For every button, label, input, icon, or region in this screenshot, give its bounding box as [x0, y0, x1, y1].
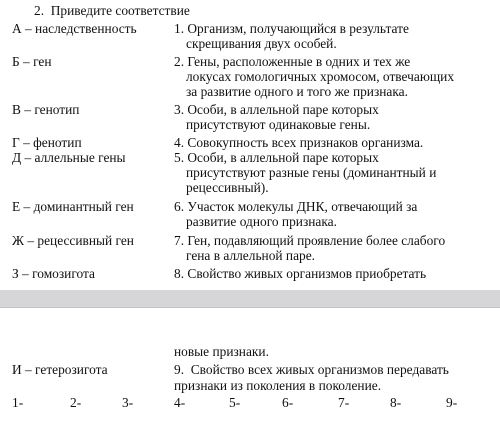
answer-slot-5: 5- [229, 395, 241, 410]
definition-3-line-1: 3. Особи, в аллельной паре которых [174, 102, 379, 117]
answer-slot-8: 8- [390, 395, 402, 410]
definition-9-line-2: признаки из поколения в поколение. [174, 378, 382, 393]
answer-slot-6: 6- [282, 395, 294, 410]
definition-1-line-1: 1. Организм, получающийся в результате [174, 21, 409, 36]
definition-5-line-1: 5. Особи, в аллельной паре которых [174, 150, 379, 165]
answer-slot-2: 2- [70, 395, 82, 410]
term-g: Г – фенотип [12, 135, 82, 150]
definition-2-line-2: локусах гомологичных хромосом, отвечающих [186, 69, 455, 84]
page-gap [0, 290, 500, 308]
definition-1-line-2: скрещивания двух особей. [186, 36, 337, 51]
definition-2-line-1: 2. Гены, расположенные в одних и тех же [174, 54, 411, 69]
definition-8-line-1: 8. Свойство живых организмов приобретать [174, 266, 427, 281]
term-v: В – генотип [12, 102, 80, 117]
task-header: 2. Приведите соответствие [34, 3, 190, 18]
term-i: И – гетерозигота [12, 362, 108, 377]
definition-5-line-3: рецессивный). [186, 180, 269, 195]
answer-slot-7: 7- [338, 395, 350, 410]
cropped-previous-line [174, 0, 494, 1]
definition-7-line-2: гена в аллельной паре. [186, 248, 316, 263]
term-d: Д – аллельные гены [12, 150, 126, 165]
definition-5-line-2: присутствуют разные гены (доминантный и [186, 165, 437, 180]
definition-2-line-3: за развитие одного и того же признака. [186, 84, 408, 99]
definition-3-line-2: присутствуют одинаковые гены. [186, 117, 371, 132]
term-a: А – наследственность [12, 21, 137, 36]
definition-7-line-1: 7. Ген, подавляющий проявление более слабого [174, 233, 446, 248]
term-b: Б – ген [12, 54, 52, 69]
answer-slot-4: 4- [174, 395, 186, 410]
definition-4-line-1: 4. Совокупность всех признаков организма. [174, 135, 424, 150]
worksheet-page-bottom [0, 308, 500, 433]
term-zh: Ж – рецессивный ген [12, 233, 134, 248]
definition-6-line-1: 6. Участок молекулы ДНК, отвечающий за [174, 199, 418, 214]
answer-slot-1: 1- [12, 395, 24, 410]
answer-slot-9: 9- [446, 395, 458, 410]
definition-8-line-2: новые признаки. [174, 344, 269, 359]
definition-6-line-2: развитие одного признака. [186, 214, 337, 229]
term-e: Е – доминантный ген [12, 199, 134, 214]
term-z: З – гомозигота [12, 266, 95, 281]
definition-9-line-1: 9. Свойство всех живых организмов передавать [174, 362, 449, 377]
answer-slot-3: 3- [122, 395, 134, 410]
